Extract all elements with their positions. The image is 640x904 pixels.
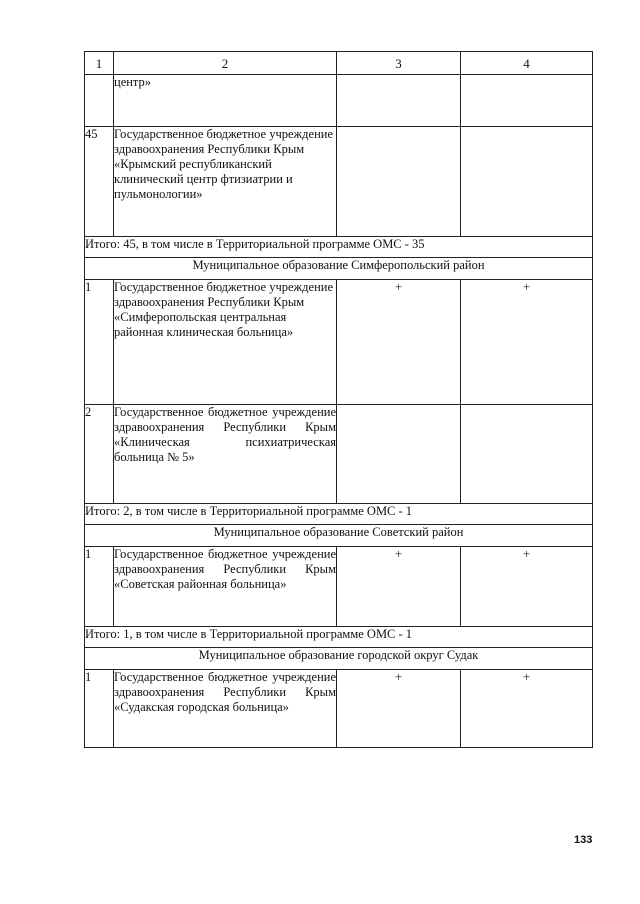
row-number: 1 — [85, 547, 114, 627]
section-header-row — [85, 648, 593, 670]
col3-cell: + — [337, 547, 461, 627]
col3-cell: + — [337, 670, 461, 748]
section-header-row — [85, 258, 593, 280]
table-row — [85, 670, 593, 748]
section-title: Муниципальное образование Симферопольский район — [85, 258, 593, 280]
section-header-row — [85, 525, 593, 547]
col4-cell — [461, 127, 593, 237]
row-number — [85, 75, 114, 127]
header-row — [85, 52, 593, 75]
col4-cell: + — [461, 280, 593, 405]
row-number: 45 — [85, 127, 114, 237]
row-number: 1 — [85, 670, 114, 748]
total-text: Итого: 45, в том числе в Территориальной программе ОМС - 35 — [85, 237, 593, 258]
col4-cell: + — [461, 670, 593, 748]
table-row — [85, 127, 593, 237]
row-number: 2 — [85, 405, 114, 504]
header-col-2: 2 — [114, 52, 337, 75]
facility-name: Государственное бюджетное учреждение здравоохранения Республики Крым «Клиническая психиатрическая больница № 5» — [114, 405, 337, 504]
col4-cell: + — [461, 547, 593, 627]
col4-cell — [461, 75, 593, 127]
table-row — [85, 405, 593, 504]
col3-cell — [337, 75, 461, 127]
page-number: 133 — [574, 834, 593, 846]
table-row — [85, 280, 593, 405]
total-row — [85, 237, 593, 258]
facility-table — [84, 51, 593, 748]
facility-name: центр» — [114, 75, 337, 127]
section-title: Муниципальное образование городской округ Судак — [85, 648, 593, 670]
facility-name: Государственное бюджетное учреждение здравоохранения Республики Крым «Крымский республиканский клинический центр фтизиатрии и пульмонологии» — [114, 127, 337, 237]
total-text: Итого: 1, в том числе в Территориальной программе ОМС - 1 — [85, 627, 593, 648]
header-col-4: 4 — [461, 52, 593, 75]
table-row — [85, 75, 593, 127]
facility-name: Государственное бюджетное учреждение здравоохранения Республики Крым «Симферопольская центральная районная клиническая больница» — [114, 280, 337, 405]
col4-cell — [461, 405, 593, 504]
table-row — [85, 547, 593, 627]
col3-cell: + — [337, 280, 461, 405]
facility-name: Государственное бюджетное учреждение здравоохранения Республики Крым «Советская районная больница» — [114, 547, 337, 627]
header-col-1: 1 — [85, 52, 114, 75]
col3-cell — [337, 405, 461, 504]
total-row — [85, 504, 593, 525]
facility-name: Государственное бюджетное учреждение здравоохранения Республики Крым «Судакская городская больница» — [114, 670, 337, 748]
total-text: Итого: 2, в том числе в Территориальной программе ОМС - 1 — [85, 504, 593, 525]
section-title: Муниципальное образование Советский район — [85, 525, 593, 547]
row-number: 1 — [85, 280, 114, 405]
header-col-3: 3 — [337, 52, 461, 75]
total-row — [85, 627, 593, 648]
col3-cell — [337, 127, 461, 237]
